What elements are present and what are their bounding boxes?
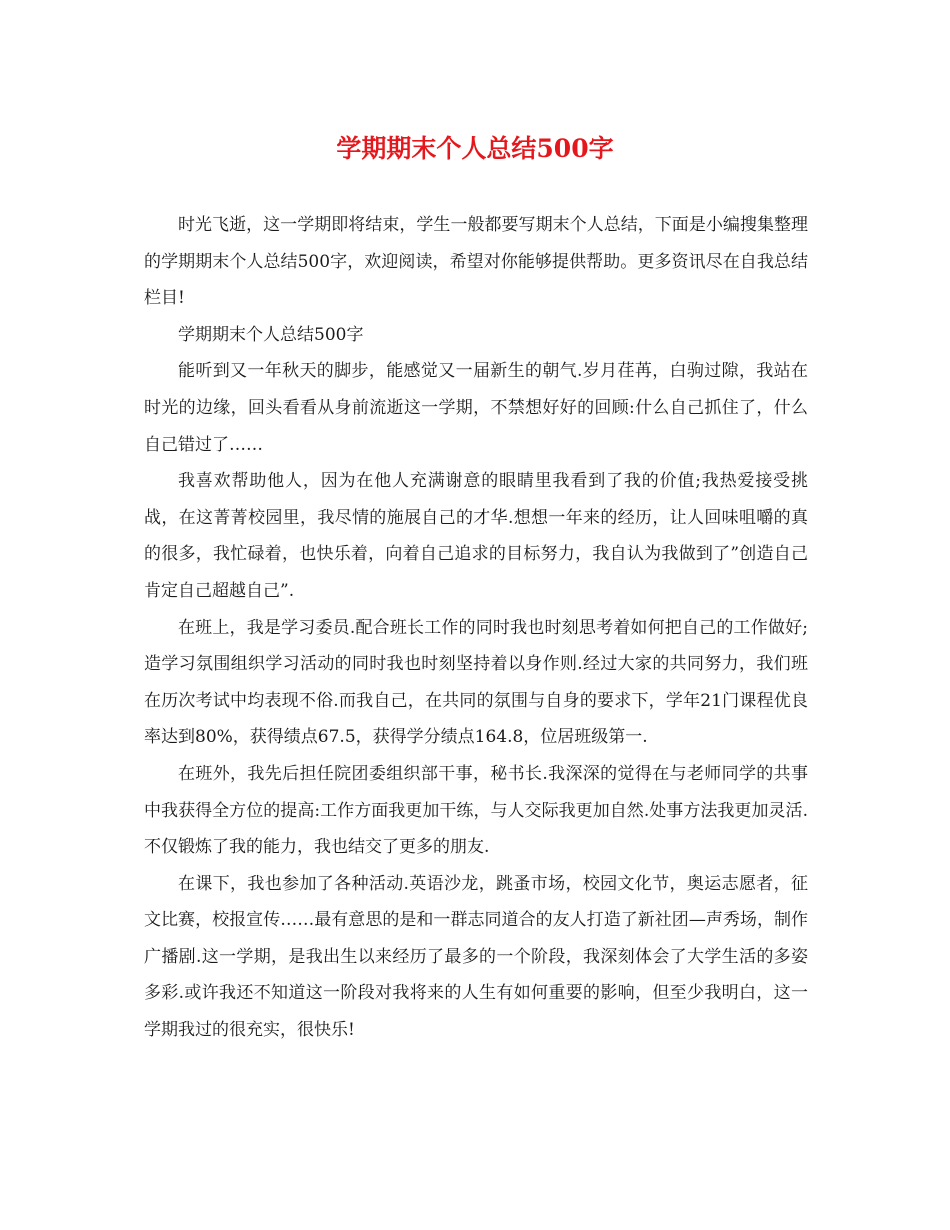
subtitle-paragraph: 学期期末个人总结500字 <box>178 324 364 345</box>
body-paragraph-5: 在课下，我也参加了各种活动.英语沙龙，跳蚤市场，校园文化节，奥运志愿者，征文比赛，校报宣传……最有意思的是和一群志同道合的友人打造了新社团—声秀场，制作广播剧.这一学期，是我出生以来经历了最多的一个阶段，我深刻体会了大学生活的多姿多彩.或许我还不知道这一阶段对我将来的人生有如何重要的影响，但至少我明白，这一学期我过的很充实，很快乐! <box>144 873 808 1041</box>
intro-paragraph: 时光飞逝，这一学期即将结束，学生一般都要写期末个人总结，下面是小编搜集整理的学期期末个人总结500字，欢迎阅读，希望对你能够提供帮助。更多资讯尽在自我总结栏目! <box>144 215 808 309</box>
page-title: 学期期末个人总结500字 <box>336 134 614 163</box>
document-body <box>144 207 808 1049</box>
body-paragraph-1: 能听到又一年秋天的脚步，能感觉又一届新生的朝气.岁月荏苒，白驹过隙，我站在时光的边缘，回头看看从身前流逝这一学期，不禁想好好的回顾:什么自己抓住了，什么自己错过了…… <box>144 361 808 455</box>
body-paragraph-2: 我喜欢帮助他人，因为在他人充满谢意的眼睛里我看到了我的价值;我热爱接受挑战，在这菁菁校园里，我尽情的施展自己的才华.想想一年来的经历，让人回味咀嚼的真的很多，我忙碌着，也快乐着，向着自己追求的目标努力，我自认为我做到了”创造自己肯定自己超越自己”. <box>144 471 808 601</box>
body-paragraph-4: 在班外，我先后担任院团委组织部干事，秘书长.我深深的觉得在与老师同学的共事中我获得全方位的提高:工作方面我更加干练，与人交际我更加自然.处事方法我更加灵活.不仅锻炼了我的能力，我也结交了更多的朋友. <box>144 763 808 858</box>
body-paragraph-3: 在班上，我是学习委员.配合班长工作的同时我也时刻思考着如何把自己的工作做好;造学习氛围组织学习活动的同时我也时刻坚持着以身作则.经过大家的共同努力，我们班在历次考试中均表现不俗.而我自己，在共同的氛围与自身的要求下，学年21门课程优良率达到80%，获得绩点67.5，获得学分绩点164.8，位居班级第一. <box>144 617 808 748</box>
